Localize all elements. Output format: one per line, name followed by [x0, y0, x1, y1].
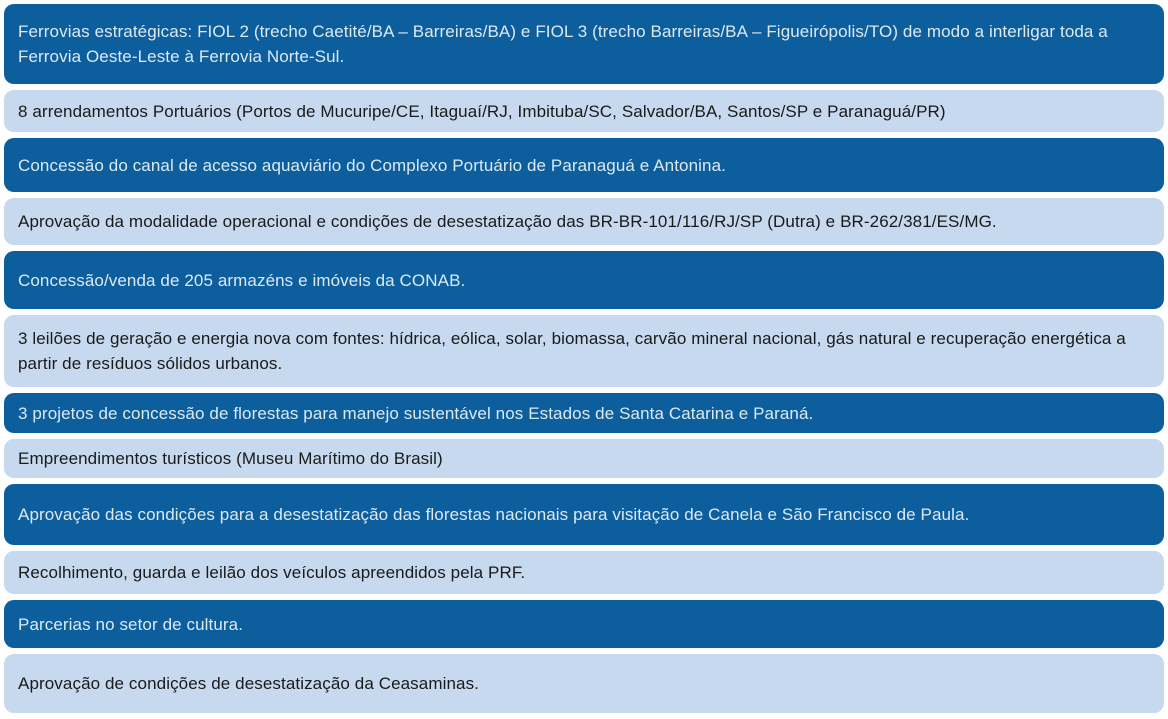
list-item-parcerias-cultura: Parcerias no setor de cultura. [4, 600, 1164, 648]
list-item-florestas-visitacao: Aprovação das condições para a desestatização das florestas nacionais para visitação de Canela e São Francisco de Paula. [4, 484, 1164, 545]
list-item-arrendamentos-portuarios: 8 arrendamentos Portuários (Portos de Mucuripe/CE, Itaguaí/RJ, Imbituba/SC, Salvador/BA, Santos/SP e Paranaguá/PR) [4, 90, 1164, 132]
list-item-empreendimentos-turisticos: Empreendimentos turísticos (Museu Marítimo do Brasil) [4, 439, 1164, 478]
list-item-canal-paranagua-antonina: Concessão do canal de acesso aquaviário do Complexo Portuário de Paranaguá e Antonina. [4, 138, 1164, 192]
list-item-ferrovias-estrategicas: Ferrovias estratégicas: FIOL 2 (trecho Caetité/BA – Barreiras/BA) e FIOL 3 (trecho Barreiras/BA – Figueirópolis/TO) de modo a interligar toda a Ferrovia Oeste-Leste à Ferrovia Norte-Sul. [4, 4, 1164, 84]
list-item-florestas-manejo: 3 projetos de concessão de florestas para manejo sustentável nos Estados de Santa Catarina e Paraná. [4, 393, 1164, 433]
list-item-leiloes-energia: 3 leilões de geração e energia nova com fontes: hídrica, eólica, solar, biomassa, carvão mineral nacional, gás natural e recuperação energética a partir de resíduos sólidos urbanos. [4, 315, 1164, 387]
list-item-armazens-conab: Concessão/venda de 205 armazéns e imóveis da CONAB. [4, 251, 1164, 309]
list-item-ceasaminas: Aprovação de condições de desestatização da Ceasaminas. [4, 654, 1164, 713]
list-item-rodovias-br-desestatizacao: Aprovação da modalidade operacional e condições de desestatização das BR-BR-101/116/RJ/SP (Dutra) e BR-262/381/ES/MG. [4, 198, 1164, 245]
list-item-veiculos-prf: Recolhimento, guarda e leilão dos veículos apreendidos pela PRF. [4, 551, 1164, 594]
